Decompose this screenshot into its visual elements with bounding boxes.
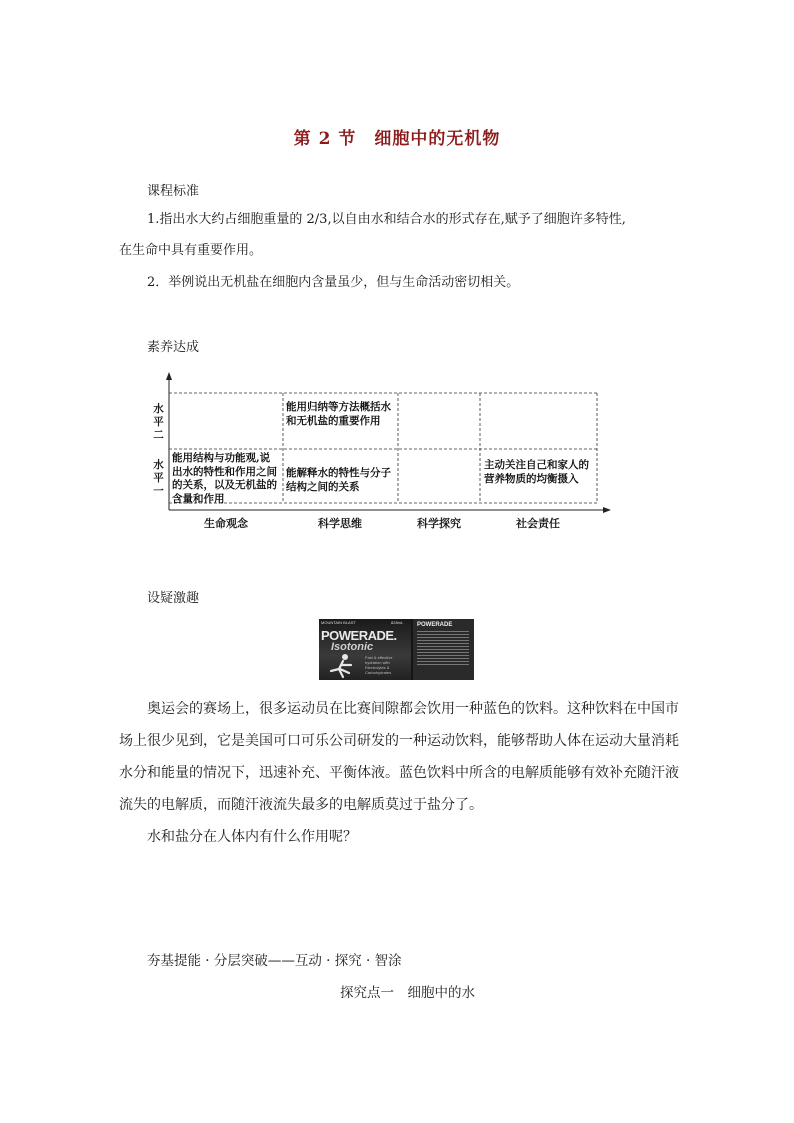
page-title: 第 2 节 细胞中的无机物 bbox=[293, 129, 501, 149]
level-1-label: 水平一 bbox=[153, 459, 164, 497]
intro-para-line-3: 水分和能量的情况下，迅速补充、平衡体液。蓝色饮料中所含的电解质能够有效补充随汗液 bbox=[119, 765, 679, 781]
intro-heading: 设疑激趣 bbox=[147, 591, 200, 606]
intro-question: 水和盐分在人体内有什么作用呢？ bbox=[147, 829, 357, 845]
product-label-front bbox=[319, 619, 411, 680]
product-flavor-text: MOUNTAIN BLAST bbox=[321, 620, 356, 625]
standards-item-2: 2．举例说出无机盐在细胞内含量虽少，但与生命活动密切相关。 bbox=[147, 275, 520, 290]
column-label-responsibility: 社会责任 bbox=[516, 517, 560, 530]
cell-level1-thinking: 能解释水的特性与分子结构之间的关系 bbox=[286, 467, 391, 493]
standards-item-1-line-2: 在生命中具有重要作用。 bbox=[119, 243, 263, 258]
product-back-brand: POWERADE bbox=[417, 622, 453, 628]
product-label-back bbox=[413, 619, 474, 680]
powerade-product-image bbox=[319, 619, 474, 680]
cell-level2-thinking: 能用归纳等方法概括水和无机盐的重要作用 bbox=[286, 401, 391, 427]
column-label-inquiry: 科学探究 bbox=[417, 517, 461, 530]
product-subbrand: Isotonic bbox=[331, 641, 374, 653]
column-label-thinking: 科学思维 bbox=[318, 517, 362, 530]
literacy-matrix bbox=[150, 370, 620, 540]
section-heading: 夯基提能 · 分层突破——互动 · 探究 · 智涂 bbox=[147, 953, 402, 969]
cell-level1-responsibility: 主动关注自己和家人的营养物质的均衡摄入 bbox=[484, 459, 589, 485]
product-description-text: Fast & effective hydration with Electrolytes & Carbohydrates bbox=[365, 655, 393, 675]
product-brand: POWERADE. bbox=[321, 628, 397, 643]
subsection-heading: 探究点一 细胞中的水 bbox=[340, 985, 475, 1001]
level-2-label: 水平二 bbox=[153, 403, 164, 441]
product-volume-text: 828mL bbox=[391, 620, 404, 625]
standards-heading: 课程标准 bbox=[147, 184, 200, 199]
cell-level1-concept: 能用结构与功能观,说出水的特性和作用之间的关系，以及无机盐的含量和作用 bbox=[172, 452, 277, 505]
column-label-concept: 生命观念 bbox=[204, 517, 248, 530]
intro-para-line-2: 场上很少见到，它是美国可口可乐公司研发的一种运动饮料，能够帮助人体在运动大量消耗 bbox=[119, 733, 679, 749]
intro-para-line-1: 奥运会的赛场上，很多运动员在比赛间隙都会饮用一种蓝色的饮料。这种饮料在中国市 bbox=[147, 701, 679, 717]
intro-para-line-4: 流失的电解质，而随汗液流失最多的电解质莫过于盐分了。 bbox=[119, 797, 483, 813]
literacy-heading: 素养达成 bbox=[147, 340, 200, 355]
standards-item-1-line-1: 1.指出水大约占细胞重量的 2/3,以自由水和结合水的形式存在,赋予了细胞许多特性, bbox=[147, 212, 626, 227]
runner-silhouette-icon bbox=[325, 653, 359, 679]
product-back-text-lines bbox=[417, 631, 469, 667]
